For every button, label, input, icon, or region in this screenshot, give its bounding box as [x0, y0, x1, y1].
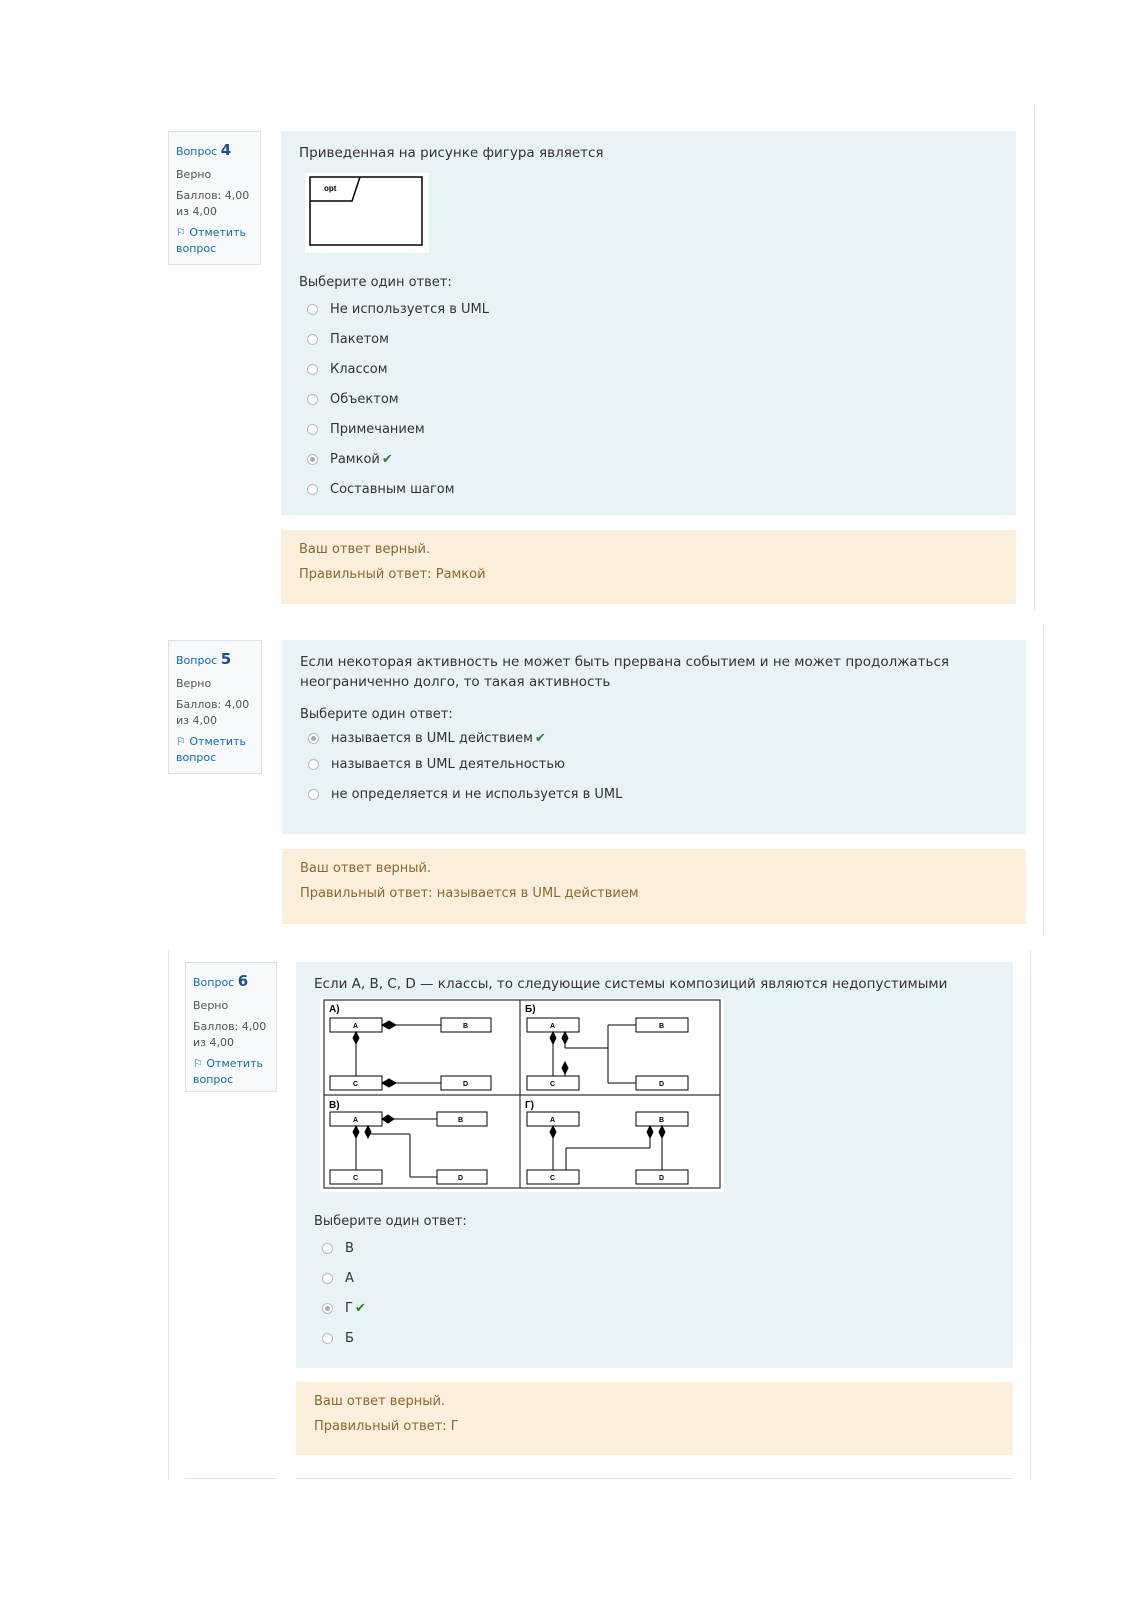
answer-option[interactable]: Объектом	[299, 384, 998, 414]
radio-button[interactable]	[307, 334, 318, 345]
class-d: D	[659, 1175, 665, 1183]
flag-icon: ⚐	[193, 1056, 203, 1070]
question-status: Верно	[176, 167, 212, 181]
class-a: A	[353, 1023, 359, 1031]
radio-button[interactable]	[308, 733, 319, 744]
flag-question-link[interactable]: ⚐ Отметить вопрос	[176, 225, 246, 255]
radio-button[interactable]	[307, 364, 318, 375]
answer-option[interactable]: Рамкой ✔	[299, 444, 998, 474]
checkmark-icon: ✔	[534, 731, 546, 746]
class-d: D	[463, 1081, 469, 1089]
class-a: A	[550, 1023, 556, 1031]
panel-label-v: В)	[329, 1100, 340, 1112]
answer-option[interactable]: Б	[314, 1323, 995, 1353]
radio-button[interactable]	[307, 394, 318, 405]
feedback-box	[281, 530, 1016, 604]
composition-diagrams	[320, 998, 724, 1192]
flag-icon: ⚐	[176, 225, 186, 239]
figure-tag: opt	[324, 184, 337, 194]
radio-button[interactable]	[307, 454, 318, 465]
checkmark-icon: ✔	[354, 1300, 366, 1316]
radio-button[interactable]	[307, 484, 318, 495]
question-content	[282, 640, 1026, 834]
feedback-box	[296, 1382, 1013, 1455]
class-d: D	[458, 1175, 464, 1183]
question-number: Вопрос 5	[176, 650, 232, 668]
correct-answer: Правильный ответ: называется в UML действием	[300, 886, 639, 901]
question-number: Вопрос 4	[176, 141, 232, 159]
question-status: Верно	[176, 676, 212, 690]
answer-option[interactable]: Составным шагом	[299, 474, 998, 504]
question-info	[168, 640, 262, 774]
question-prompt: Если некоторая активность не может быть прервана событием и не может продолжаться неограниченно долго, то такая активность	[300, 654, 950, 691]
answer-option[interactable]: Примечанием	[299, 414, 998, 444]
question-prompt: Если A, B, C, D — классы, то следующие системы композиций являются недопустимыми	[314, 976, 948, 992]
class-c: C	[550, 1175, 556, 1183]
answer-list	[314, 1233, 995, 1353]
answer-option[interactable]: Классом	[299, 354, 998, 384]
question-info	[185, 962, 277, 1092]
checkmark-icon: ✔	[381, 451, 393, 467]
class-c: C	[353, 1175, 359, 1183]
feedback-box	[282, 849, 1026, 924]
question-status: Верно	[193, 998, 229, 1012]
question-content	[296, 962, 1013, 1368]
flag-question-link[interactable]: ⚐ Отметить вопрос	[176, 734, 246, 764]
class-b: B	[659, 1023, 665, 1031]
correct-answer: Правильный ответ: Г	[314, 1419, 459, 1434]
answer-prompt: Выберите один ответ:	[300, 706, 453, 722]
radio-button[interactable]	[322, 1333, 333, 1344]
answer-option[interactable]: называется в UML действием ✔	[300, 726, 1008, 752]
answer-option[interactable]: Не используется в UML	[299, 294, 998, 324]
class-c: C	[550, 1081, 556, 1089]
answer-prompt: Выберите один ответ:	[299, 275, 452, 291]
panel-label-a: А)	[329, 1004, 340, 1016]
class-b: B	[659, 1117, 665, 1125]
class-a: A	[353, 1117, 359, 1125]
class-b: B	[463, 1023, 469, 1031]
uml-frame-figure	[305, 173, 429, 253]
question-number: Вопрос 6	[193, 972, 249, 990]
radio-button[interactable]	[307, 424, 318, 435]
question-info	[168, 131, 261, 265]
answer-option[interactable]: В	[314, 1233, 995, 1263]
answer-option[interactable]: не определяется и не используется в UML	[300, 778, 1008, 812]
question-score: Баллов: 4,00 из 4,00	[176, 697, 250, 727]
feedback-text: Ваш ответ верный.	[300, 861, 432, 876]
question-score: Баллов: 4,00 из 4,00	[193, 1019, 267, 1049]
question-content	[281, 131, 1016, 515]
panel-label-g: Г)	[525, 1100, 534, 1112]
radio-button[interactable]	[308, 789, 319, 800]
radio-button[interactable]	[322, 1273, 333, 1284]
answer-option[interactable]: Пакетом	[299, 324, 998, 354]
correct-answer: Правильный ответ: Рамкой	[299, 567, 486, 582]
class-c: C	[353, 1081, 359, 1089]
question-score: Баллов: 4,00 из 4,00	[176, 188, 250, 218]
feedback-text: Ваш ответ верный.	[299, 542, 431, 557]
radio-button[interactable]	[322, 1303, 333, 1314]
answer-option[interactable]: А	[314, 1263, 995, 1293]
radio-button[interactable]	[307, 304, 318, 315]
answer-list	[300, 726, 1008, 812]
class-b: B	[458, 1117, 464, 1125]
panel-label-b: Б)	[525, 1004, 536, 1016]
class-a: A	[550, 1117, 556, 1125]
answer-list	[299, 294, 998, 504]
flag-icon: ⚐	[176, 734, 186, 748]
class-d: D	[659, 1081, 665, 1089]
feedback-text: Ваш ответ верный.	[314, 1394, 446, 1409]
radio-button[interactable]	[308, 759, 319, 770]
question-prompt: Приведенная на рисунке фигура является	[299, 145, 604, 161]
answer-prompt: Выберите один ответ:	[314, 1214, 467, 1230]
flag-question-link[interactable]: ⚐ Отметить вопрос	[193, 1056, 263, 1086]
answer-option[interactable]: называется в UML деятельностью	[300, 752, 1008, 778]
answer-option[interactable]: Г ✔	[314, 1293, 995, 1323]
radio-button[interactable]	[322, 1243, 333, 1254]
